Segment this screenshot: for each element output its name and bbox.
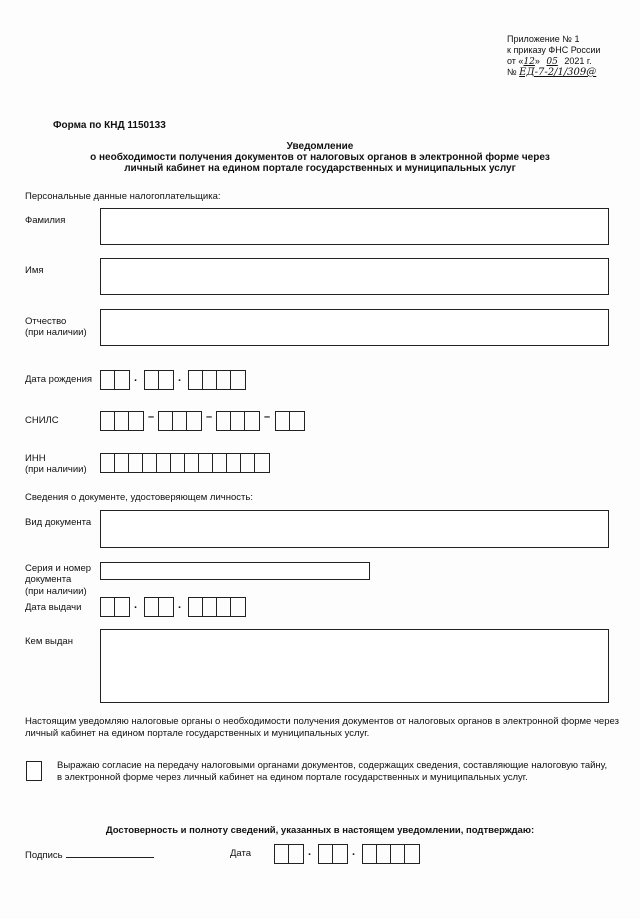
birth-date-dot-2: .: [178, 372, 182, 384]
notice-line1: Настоящим уведомляю налоговые органы о необходимости получения документов от налоговых органов в электронной форме через: [25, 716, 619, 727]
date-dot-1: .: [308, 846, 312, 858]
appendix-date-day: 12: [523, 57, 535, 67]
birth-day-cells[interactable]: [100, 370, 130, 390]
patronymic-label-line2: (при наличии): [25, 327, 87, 339]
inn-label-line1: ИНН: [25, 453, 46, 464]
consent-checkbox[interactable]: [26, 761, 42, 781]
appendix-date-year: 2021 г.: [564, 56, 592, 66]
appendix-number: [507, 67, 596, 80]
inn-cells[interactable]: [100, 453, 270, 473]
signature-line[interactable]: [66, 857, 154, 858]
issued-by-field[interactable]: [100, 629, 609, 703]
snils-dash-3: –: [264, 411, 271, 423]
snils-dash-1: –: [148, 411, 155, 423]
date-label: Дата: [230, 848, 252, 859]
confirm-text: Достоверность и полноту сведений, указанных в настоящем уведомлении, подтверждаю:: [105, 825, 535, 836]
appendix-date-month: 05: [546, 57, 558, 67]
issue-month-cells[interactable]: [144, 597, 174, 617]
birth-date-label: Дата рождения: [25, 374, 93, 385]
doc-series-label: [25, 563, 91, 597]
doc-series-label-line2: документа: [25, 574, 72, 586]
issue-date-label: Дата выдачи: [25, 602, 82, 613]
appendix-line2: к приказу ФНС России: [507, 45, 601, 55]
doc-type-field[interactable]: [100, 510, 609, 548]
consent-line1: Выражаю согласие на передачу налоговыми органами документов, содержащих сведения, составляющие налоговую тайну,: [57, 760, 608, 771]
title-line2: о необходимости получения документов от налоговых органов в электронной форме через: [90, 152, 550, 163]
doc-type-label: Вид документа: [25, 517, 92, 528]
doc-series-number-field[interactable]: [100, 562, 370, 580]
doc-section-heading: Сведения о документе, удостоверяющем личность:: [25, 492, 253, 503]
issue-date-dot-2: .: [178, 599, 182, 611]
patronymic-label: [25, 316, 87, 339]
appendix-num-value: ЕД-7-2/1/309@: [519, 67, 597, 78]
snils-dash-2: –: [206, 411, 213, 423]
title-line1: Уведомление: [286, 141, 354, 152]
personal-section-heading: Персональные данные налогоплательщика:: [25, 191, 221, 202]
snils-label: СНИЛС: [25, 415, 59, 426]
appendix-date-prefix: от «: [507, 56, 524, 66]
appendix-num-prefix: №: [507, 67, 517, 77]
date-dot-2: .: [352, 846, 356, 858]
surname-field[interactable]: [100, 208, 609, 245]
signature-label: Подпись: [25, 850, 63, 861]
snils-cells-3[interactable]: [216, 411, 260, 431]
snils-cells-1[interactable]: [100, 411, 144, 431]
issue-year-cells[interactable]: [188, 597, 246, 617]
birth-year-cells[interactable]: [188, 370, 246, 390]
issue-date-dot-1: .: [134, 599, 138, 611]
title-line3: личный кабинет на едином портале государственных и муниципальных услуг: [124, 163, 516, 174]
doc-series-label-line3: (при наличии): [25, 585, 87, 597]
issue-day-cells[interactable]: [100, 597, 130, 617]
birth-date-dot-1: .: [134, 372, 138, 384]
issued-by-label: Кем выдан: [25, 636, 73, 647]
surname-label: Фамилия: [25, 215, 66, 226]
consent-line2: в электронной форме через личный кабинет на едином портале государственных и муниципальных услуг.: [57, 772, 528, 783]
patronymic-field[interactable]: [100, 309, 609, 346]
inn-label: [25, 453, 87, 476]
snils-cells-2[interactable]: [158, 411, 202, 431]
snils-cells-4[interactable]: [275, 411, 305, 431]
notice-line2: личный кабинет на едином портале государственных и муниципальных услуг.: [25, 728, 370, 739]
date-year-cells[interactable]: [362, 844, 420, 864]
inn-label-line2: (при наличии): [25, 464, 87, 476]
appendix-date-sep: »: [534, 56, 540, 66]
date-month-cells[interactable]: [318, 844, 348, 864]
birth-month-cells[interactable]: [144, 370, 174, 390]
name-label: Имя: [25, 265, 44, 276]
patronymic-label-line1: Отчество: [25, 316, 67, 327]
form-code: Форма по КНД 1150133: [53, 120, 166, 131]
date-day-cells[interactable]: [274, 844, 304, 864]
name-field[interactable]: [100, 258, 609, 295]
doc-series-label-line1: Серия и номер: [25, 563, 92, 574]
appendix-line1: Приложение № 1: [507, 34, 580, 44]
